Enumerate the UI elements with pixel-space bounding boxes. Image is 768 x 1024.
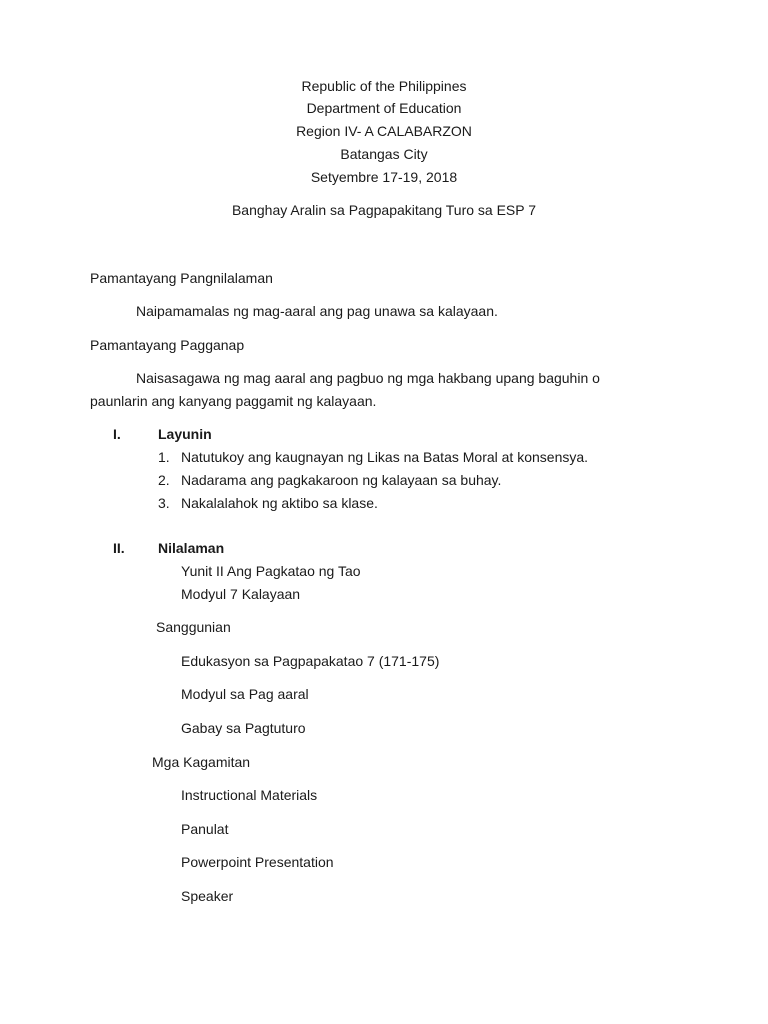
reference-item: Gabay sa Pagtuturo <box>181 720 306 736</box>
unit-title: Yunit II Ang Pagkatao ng Tao <box>181 563 361 579</box>
section-1-heading: Layunin <box>158 426 212 442</box>
sanggunian-heading: Sanggunian <box>156 619 231 635</box>
pamantayang-pangnilalaman-heading: Pamantayang Pangnilalaman <box>90 270 273 286</box>
pamantayang-pagganap-text-2: paunlarin ang kanyang paggamit ng kalayaan. <box>90 393 377 409</box>
pamantayang-pagganap-heading: Pamantayang Pagganap <box>90 337 245 353</box>
material-item: Powerpoint Presentation <box>181 854 334 870</box>
material-item: Speaker <box>181 888 234 904</box>
header-date: Setyembre 17-19, 2018 <box>310 169 458 185</box>
module-title: Modyul 7 Kalayaan <box>181 586 301 602</box>
header-region: Region IV- A CALABARZON <box>296 123 472 139</box>
header-department: Department of Education <box>306 100 462 116</box>
material-item: Instructional Materials <box>181 787 318 803</box>
pamantayang-pagganap-text-1: Naisasagawa ng mag aaral ang pagbuo ng mga hakbang upang baguhin o <box>136 370 600 386</box>
objective-3-text: Nakalalahok ng aktibo sa klase. <box>181 495 378 511</box>
section-1-numeral: I. <box>113 426 121 442</box>
objective-3-number: 3. <box>158 495 170 511</box>
header-city: Batangas City <box>340 146 428 162</box>
header-republic: Republic of the Philippines <box>301 78 467 94</box>
pamantayang-pangnilalaman-text: Naipamamalas ng mag-aaral ang pag unawa sa kalayaan. <box>136 303 498 319</box>
objective-2-text: Nadarama ang pagkakaroon ng kalayaan sa buhay. <box>181 472 502 488</box>
objective-2-number: 2. <box>158 472 170 488</box>
material-item: Panulat <box>181 821 229 837</box>
section-2-numeral: II. <box>113 540 125 556</box>
objective-1-number: 1. <box>158 449 170 465</box>
reference-item: Modyul sa Pag aaral <box>181 686 309 702</box>
document-title: Banghay Aralin sa Pagpapakitang Turo sa ESP 7 <box>231 202 537 218</box>
reference-item: Edukasyon sa Pagpapakatao 7 (171-175) <box>181 653 440 669</box>
objective-1-text: Natutukoy ang kaugnayan ng Likas na Batas Moral at konsensya. <box>181 449 589 465</box>
section-2-heading: Nilalaman <box>158 540 225 556</box>
kagamitan-heading: Mga Kagamitan <box>152 754 251 770</box>
